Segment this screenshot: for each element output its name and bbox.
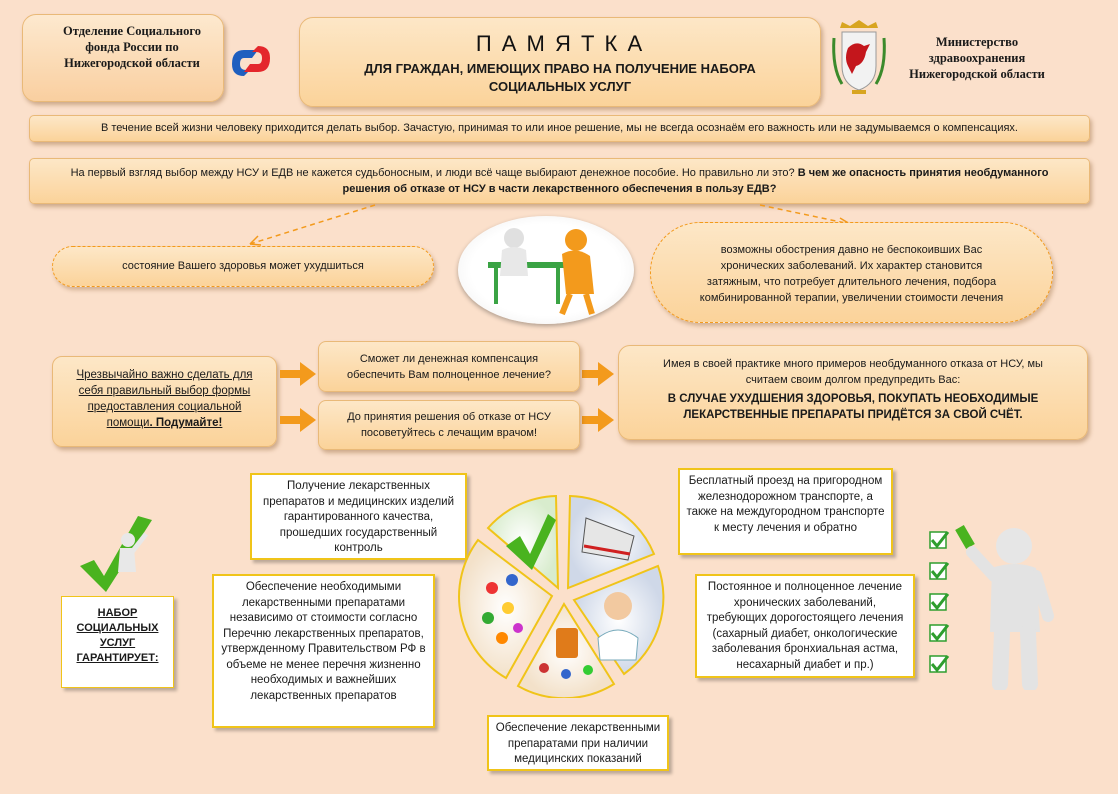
- sfr-name: Отделение Социального фонда России по Нижегородской области: [63, 24, 201, 70]
- guarantee-item-4: [695, 574, 915, 678]
- intro-text-1: В течение всей жизни человеку приходится делать выбор. Зачастую, принимая то или иное решение, мы не всегда осознаём его важность или не задумываемся о компенсациях.: [101, 122, 1018, 134]
- guarantee-text-3: Обеспечение лекарственными препаратами при наличии медицинских показаний: [495, 722, 661, 765]
- question-1: Сможет ли денежная компенсация обеспечить Вам полноценное лечение?: [346, 353, 552, 381]
- warning-box: [618, 345, 1088, 440]
- guarantee-item-1: [250, 473, 467, 560]
- ministry-name: Министерство здравоохранения Нижегородской области: [909, 35, 1045, 81]
- risk-left-text: состояние Вашего здоровья может ухудшиться: [122, 260, 364, 272]
- guarantee-item-5: [678, 468, 893, 555]
- advice-left-text: Чрезвычайно важно сделать для себя правильный выбор формы предоставления социальной помощи: [76, 369, 253, 429]
- intro-text-2: На первый взгляд выбор между НСУ и ЕДВ не кажется судьбоносным, и люди всё чаще выбирают денежное пособие. Но правильно ли это?: [70, 167, 795, 179]
- guarantee-item-3: [487, 715, 669, 771]
- risk-right-text: возможны обострения давно не беспокоивших Вас хронических заболеваний. Их характер становится затяжным, что потребует длительного лечения, подбора комбинированной терапии, увеличении стоимости лечения: [699, 244, 1004, 304]
- checkmark-figure-left: [74, 510, 158, 594]
- intro-text-2-bold: В чем же опасность принятия необдуманного решения об отказе от НСУ в части лекарственного обеспечения в пользу ЕДВ?: [342, 167, 1049, 195]
- warning-bold: В СЛУЧАЕ УХУДШЕНИЯ ЗДОРОВЬЯ, ПОКУПАТЬ НЕОБХОДИМЫЕ ЛЕКАРСТВЕННЫЕ ПРЕПАРАТЫ ПРИДЁТСЯ ЗА СВОЙ СЧЁТ.: [667, 393, 1039, 421]
- guarantee-text-1: Получение лекарственных препаратов и медицинских изделий гарантированного качества, прошедших государственный контроль: [262, 480, 455, 554]
- page-title: П А М Я Т К А: [475, 31, 645, 56]
- checklist: [928, 528, 952, 678]
- warning-text: Имея в своей практике много примеров необдуманного отказа от НСУ, мы считаем своим долгом предупредить Вас:: [663, 358, 1043, 386]
- services-pie-graphic: [458, 488, 668, 698]
- question-2: До принятия решения об отказе от НСУ посоветуйтесь с лечащим врачом!: [347, 411, 551, 439]
- guarantee-text-4: Постоянное и полноценное лечение хронических заболеваний, требующих дорогостоящего лечения (сахарный диабет, онкологические заболевания бронхиальная астма, несахарный диабет и пр.): [706, 581, 904, 671]
- guarantee-text-2: Обеспечение необходимыми лекарственными препаратами независимо от стоимости согласно Перечню лекарственных препаратов, утвержденному Правительством РФ в объеме не менее перечня жизненно необходимых и важнейших лекарственных препаратов: [221, 581, 426, 702]
- guarantees-label: НАБОР СОЦИАЛЬНЫХ УСЛУГ ГАРАНТИРУЕТ:: [76, 607, 159, 664]
- question-box-2: [318, 400, 580, 450]
- question-box-1: [318, 341, 580, 392]
- page-subtitle-1: ДЛЯ ГРАЖДАН, ИМЕЮЩИХ ПРАВО НА ПОЛУЧЕНИЕ НАБОРА: [364, 61, 756, 76]
- person-with-marker-figure: [952, 520, 1062, 690]
- guarantees-label-box: [61, 596, 174, 688]
- guarantee-text-5: Бесплатный проезд на пригородном железнодорожном транспорте, а также на междугородном транспорте к месту лечения и обратно: [686, 475, 885, 534]
- guarantee-item-2: [212, 574, 435, 728]
- page-subtitle-2: СОЦИАЛЬНЫХ УСЛУГ: [488, 79, 632, 94]
- advice-left-bold: . Подумайте!: [149, 417, 223, 429]
